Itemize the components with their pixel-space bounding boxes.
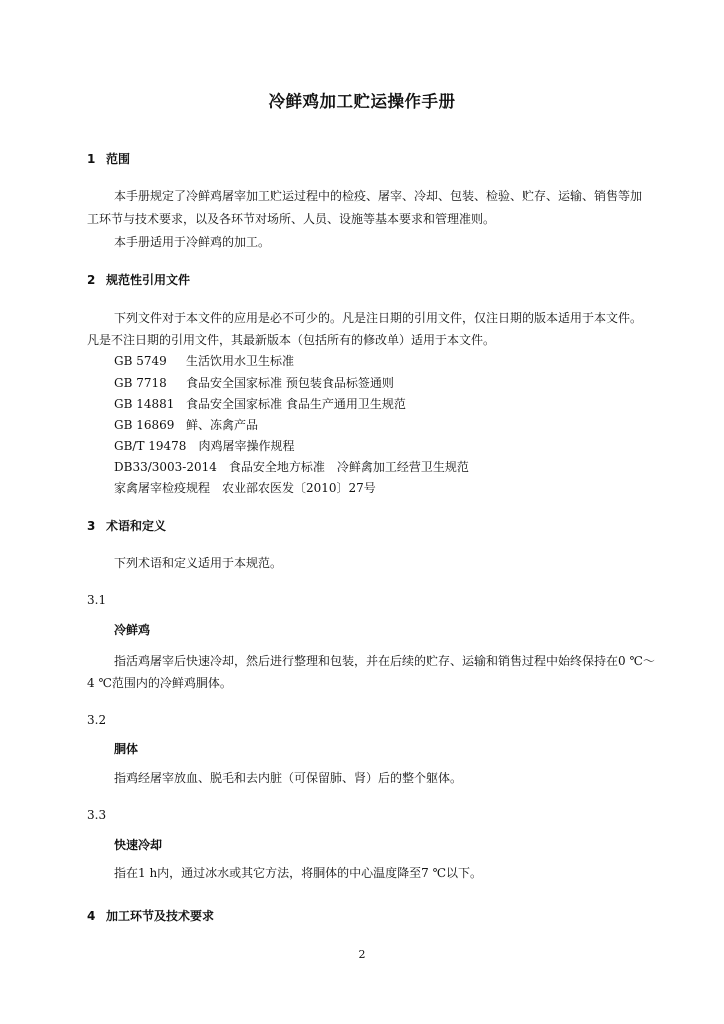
reference-code: GB 5749 [114, 354, 167, 368]
term-name: 胴体 [114, 742, 139, 756]
section-3-heading [87, 519, 166, 534]
section-1-number: 1 [87, 152, 96, 166]
section-3-title: 术语和定义 [106, 519, 167, 533]
reference-code: GB 16869 [114, 418, 175, 432]
reference-item [114, 376, 394, 391]
section-3-number: 3 [87, 519, 96, 533]
reference-code: GB 14881 [114, 397, 175, 411]
reference-code: GB 7718 [114, 376, 167, 390]
term-definition-line-2: 4 ℃范围内的冷鲜鸡胴体。 [87, 676, 232, 690]
section-4-title: 加工环节及技术要求 [106, 909, 215, 923]
section-2-number: 2 [87, 273, 96, 287]
section-4-number: 4 [87, 909, 96, 923]
reference-item [114, 354, 294, 369]
section-1-paragraph-line-1: 本手册规定了冷鲜鸡屠宰加工贮运过程中的检疫、屠宰、冷却、包装、检验、贮存、运输、销售等加 [114, 189, 643, 203]
section-2-heading [87, 273, 190, 288]
term-number: 3.2 [87, 713, 107, 727]
reference-item: 家禽屠宰检疫规程 农业部农医发〔2010〕27号 [114, 481, 376, 495]
term-name: 冷鲜鸡 [114, 623, 151, 637]
reference-name: 食品安全国家标准 预包装食品标签通则 [186, 376, 394, 390]
reference-item [114, 418, 258, 433]
section-2-paragraph-line-2: 凡是不注日期的引用文件，其最新版本（包括所有的修改单）适用于本文件。 [87, 333, 496, 347]
term-definition-line-1: 指活鸡屠宰后快速冷却，然后进行整理和包装，并在后续的贮存、运输和销售过程中始终保持在0 ℃～ [114, 654, 655, 668]
term-number: 3.1 [87, 593, 107, 607]
reference-item [114, 397, 406, 412]
reference-item: GB/T 19478 肉鸡屠宰操作规程 [114, 439, 295, 453]
reference-name: 食品安全国家标准 食品生产通用卫生规范 [186, 397, 406, 411]
page-number: 2 [358, 948, 366, 961]
section-4-heading [87, 909, 214, 924]
document-title: 冷鲜鸡加工贮运操作手册 [268, 92, 456, 111]
section-2-title: 规范性引用文件 [106, 273, 191, 287]
section-3-intro: 下列术语和定义适用于本规范。 [114, 556, 283, 570]
section-1-scope-statement: 本手册适用于冷鲜鸡的加工。 [114, 235, 271, 249]
reference-name: 生活饮用水卫生标准 [186, 354, 295, 368]
term-definition: 指在1 h内，通过冰水或其它方法，将胴体的中心温度降至7 ℃以下。 [114, 866, 483, 880]
term-definition: 指鸡经屠宰放血、脱毛和去内脏（可保留肺、肾）后的整个躯体。 [114, 771, 463, 785]
section-1-heading [87, 152, 130, 167]
term-number: 3.3 [87, 808, 107, 822]
section-2-paragraph-line-1: 下列文件对于本文件的应用是必不可少的。凡是注日期的引用文件，仅注日期的版本适用于本文件。 [114, 311, 643, 325]
section-1-title: 范围 [106, 152, 131, 166]
reference-name: 鲜、冻禽产品 [186, 418, 259, 432]
section-1-paragraph-line-2: 工环节与技术要求，以及各环节对场所、人员、设施等基本要求和管理准则。 [87, 212, 496, 226]
reference-item: DB33/3003-2014 食品安全地方标准 冷鲜禽加工经营卫生规范 [114, 460, 469, 474]
term-name: 快速冷却 [114, 838, 163, 852]
